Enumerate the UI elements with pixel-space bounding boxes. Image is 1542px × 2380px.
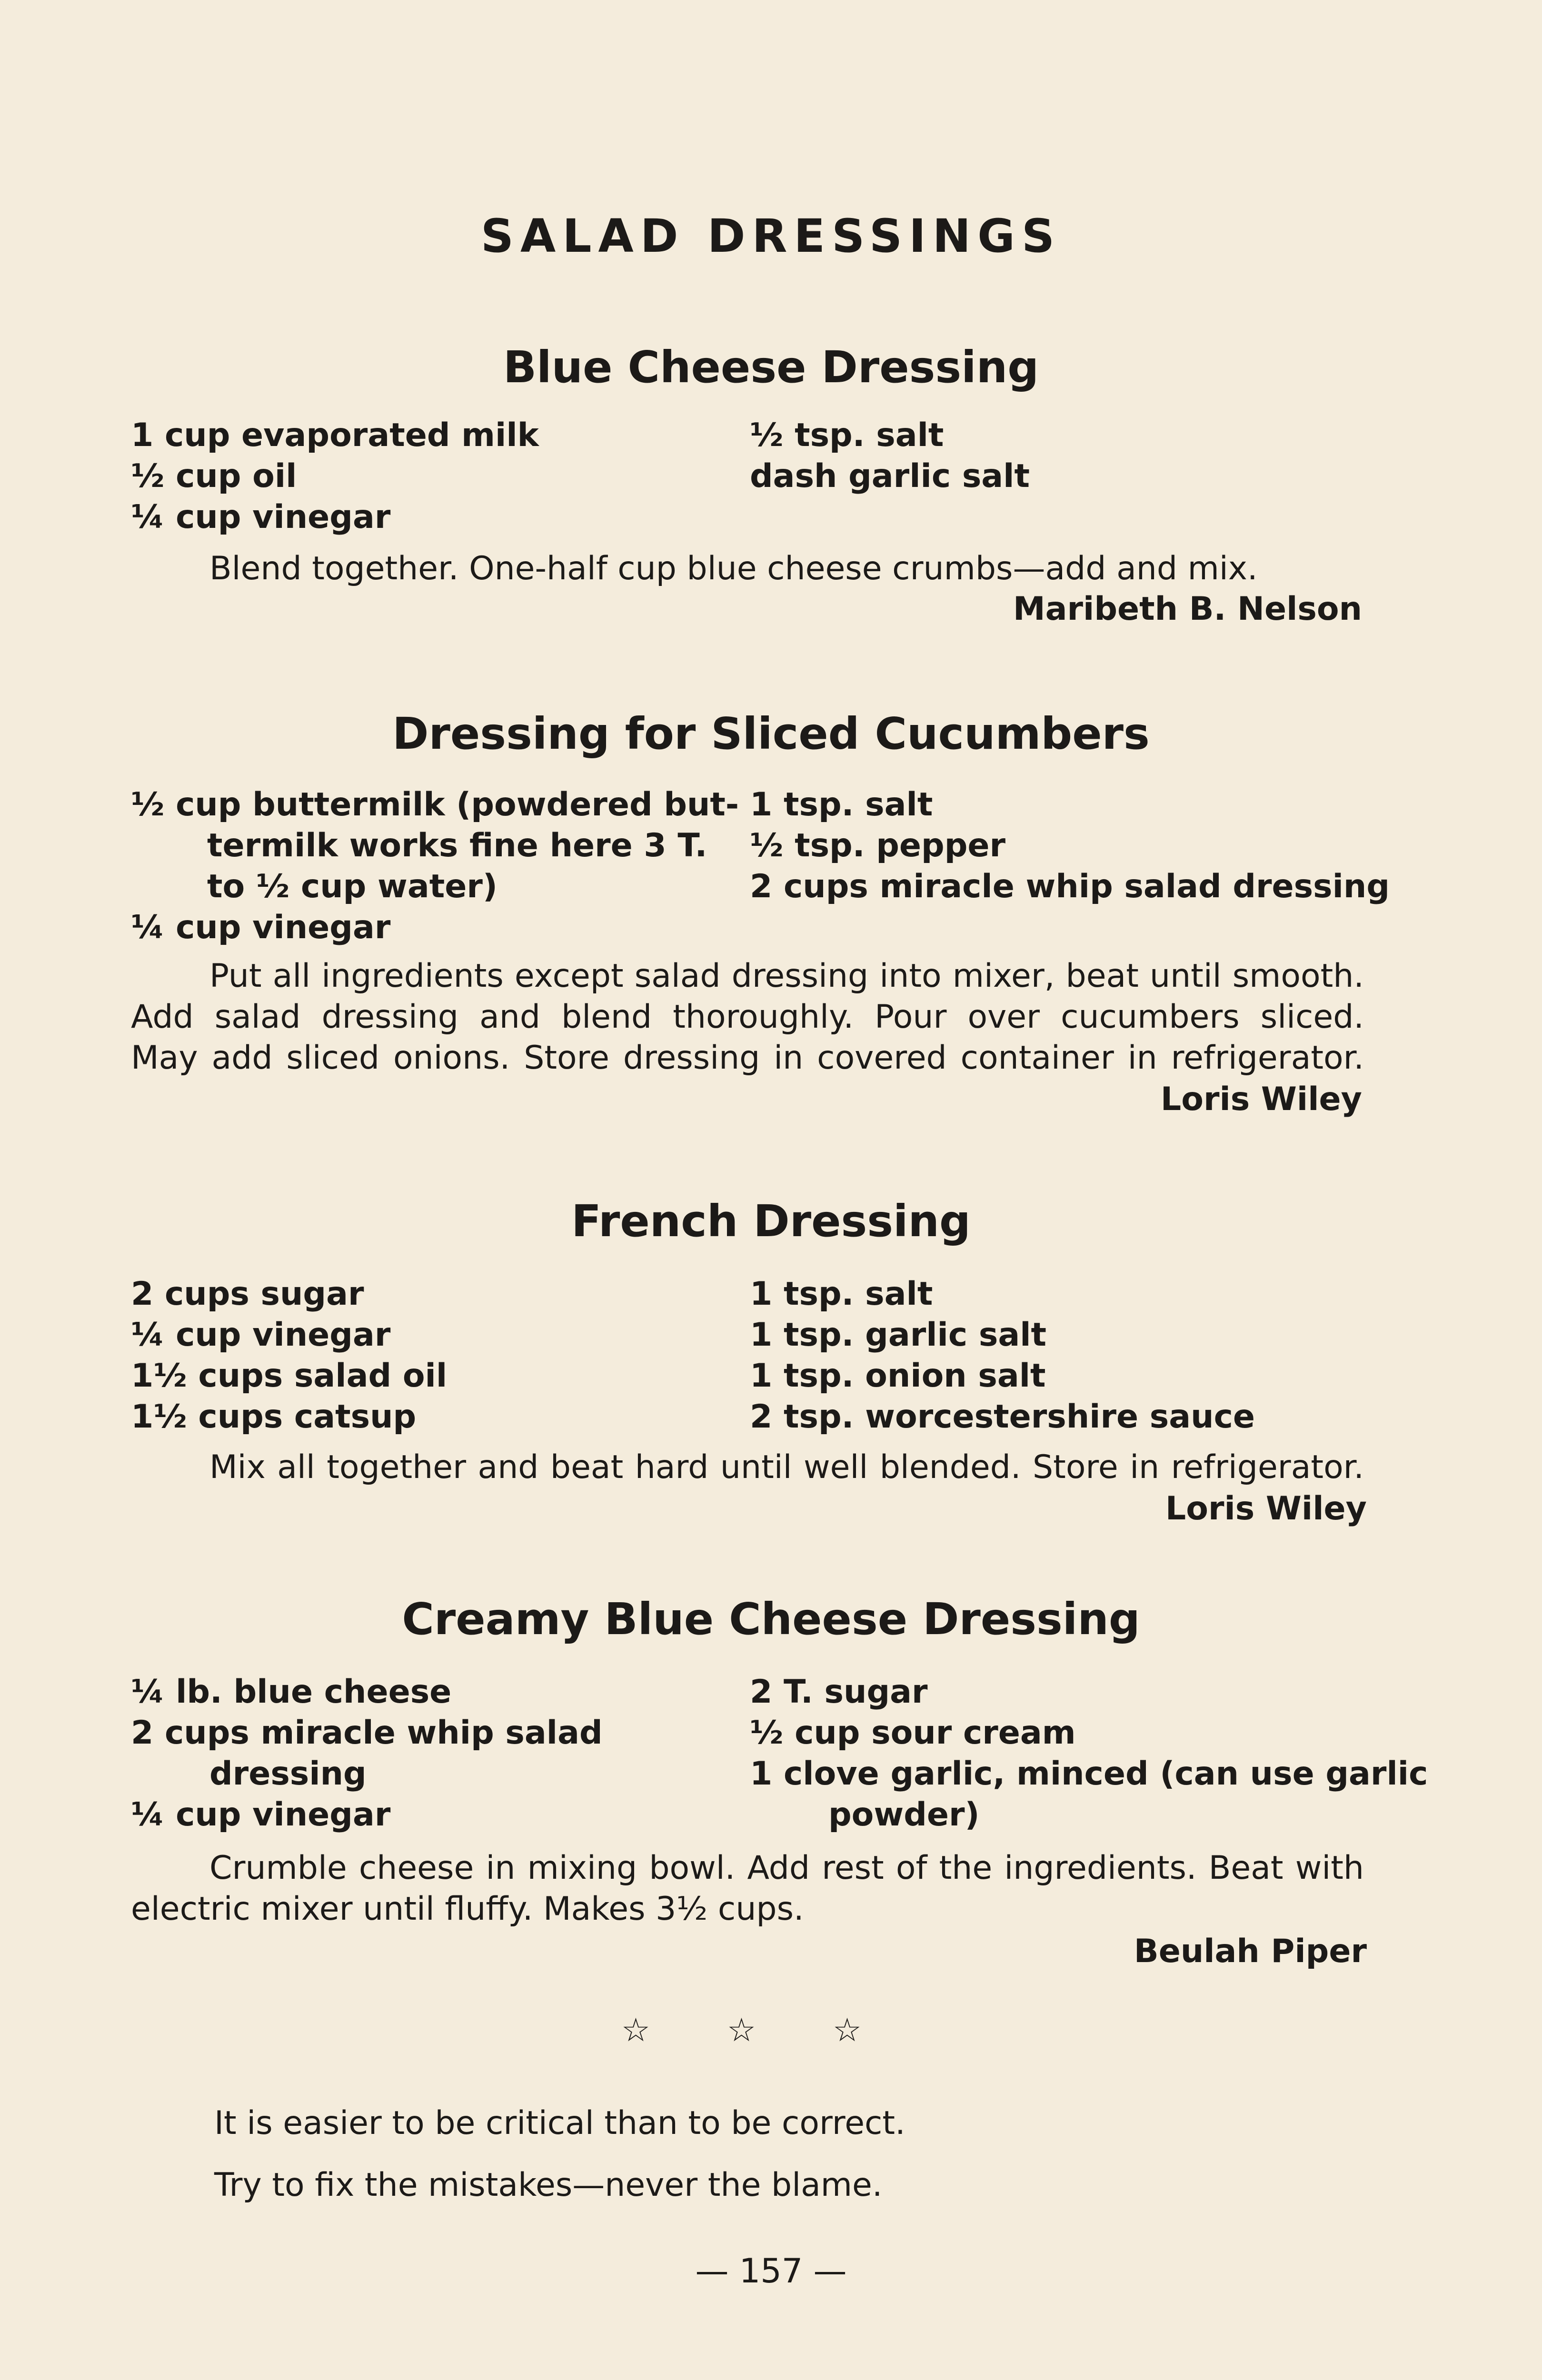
star-icon: ☆ bbox=[727, 2012, 756, 2049]
ingredient: ½ tsp. salt bbox=[750, 416, 944, 454]
ingredient: 1 tsp. salt bbox=[750, 1275, 933, 1313]
ingredient: to ½ cup water) bbox=[207, 868, 497, 905]
ingredient: ¼ lb. blue cheese bbox=[131, 1673, 452, 1711]
ingredient: 2 T. sugar bbox=[750, 1673, 928, 1711]
recipe-author: Maribeth B. Nelson bbox=[1013, 590, 1362, 628]
recipe-author: Loris Wiley bbox=[1165, 1490, 1367, 1527]
quote-line: Try to fix the mistakes—never the blame. bbox=[214, 2166, 883, 2204]
ingredient: ½ cup oil bbox=[131, 457, 297, 495]
directions-line: electric mixer until fluffy. Makes 3½ cups. bbox=[131, 1890, 804, 1928]
star-icon: ☆ bbox=[621, 2012, 650, 2049]
recipe-title: Dressing for Sliced Cucumbers bbox=[392, 708, 1150, 759]
directions-line: May add sliced onions. Store dressing in covered container in refrigerator. bbox=[131, 1039, 1364, 1077]
recipe-title: Blue Cheese Dressing bbox=[503, 342, 1039, 393]
ingredient: 1 clove garlic, minced (can use garlic bbox=[750, 1755, 1428, 1793]
ingredient: 1 tsp. garlic salt bbox=[750, 1316, 1047, 1354]
ingredient: ¼ cup vinegar bbox=[131, 909, 391, 946]
ingredient: termilk works fine here 3 T. bbox=[207, 827, 707, 864]
directions-line: Blend together. One-half cup blue cheese crumbs—add and mix. bbox=[209, 550, 1258, 587]
ingredient: 1½ cups salad oil bbox=[131, 1357, 448, 1395]
ingredient: 1 tsp. salt bbox=[750, 786, 933, 823]
page-title: SALAD DRESSINGS bbox=[480, 209, 1062, 263]
page-number: — 157 — bbox=[695, 2251, 847, 2291]
ingredient: 2 cups sugar bbox=[131, 1275, 364, 1313]
ingredient: ¼ cup vinegar bbox=[131, 1796, 391, 1834]
ingredient: 1 cup evaporated milk bbox=[131, 416, 539, 454]
recipe-author: Beulah Piper bbox=[1134, 1933, 1367, 1970]
ingredient: ¼ cup vinegar bbox=[131, 498, 391, 536]
ingredient: 1½ cups catsup bbox=[131, 1398, 417, 1436]
ingredient: ½ cup buttermilk (powdered but- bbox=[131, 786, 739, 823]
ingredient: 1 tsp. onion salt bbox=[750, 1357, 1046, 1395]
quote-line: It is easier to be critical than to be correct. bbox=[214, 2104, 905, 2142]
ingredient: ¼ cup vinegar bbox=[131, 1316, 391, 1354]
directions-line: Add salad dressing and blend thoroughly. Pour over cucumbers sliced. bbox=[131, 998, 1364, 1036]
ingredient: dressing bbox=[209, 1755, 367, 1793]
ingredient: dash garlic salt bbox=[750, 457, 1030, 495]
directions-line: Mix all together and beat hard until well blended. Store in refrigerator. bbox=[209, 1448, 1364, 1486]
recipe-title: Creamy Blue Cheese Dressing bbox=[402, 1594, 1140, 1645]
star-icon: ☆ bbox=[833, 2012, 862, 2049]
ingredient: 2 cups miracle whip salad bbox=[131, 1714, 603, 1752]
recipe-title: French Dressing bbox=[571, 1196, 971, 1247]
ingredient: 2 cups miracle whip salad dressing bbox=[750, 868, 1390, 905]
ingredient: ½ tsp. pepper bbox=[750, 827, 1006, 864]
ingredient: 2 tsp. worcestershire sauce bbox=[750, 1398, 1255, 1436]
ingredient: powder) bbox=[828, 1796, 980, 1834]
directions-line: Crumble cheese in mixing bowl. Add rest of the ingredients. Beat with bbox=[209, 1849, 1364, 1887]
directions-line: Put all ingredients except salad dressing into mixer, beat until smooth. bbox=[209, 957, 1364, 995]
recipe-author: Loris Wiley bbox=[1160, 1081, 1362, 1118]
ingredient: ½ cup sour cream bbox=[750, 1714, 1076, 1752]
